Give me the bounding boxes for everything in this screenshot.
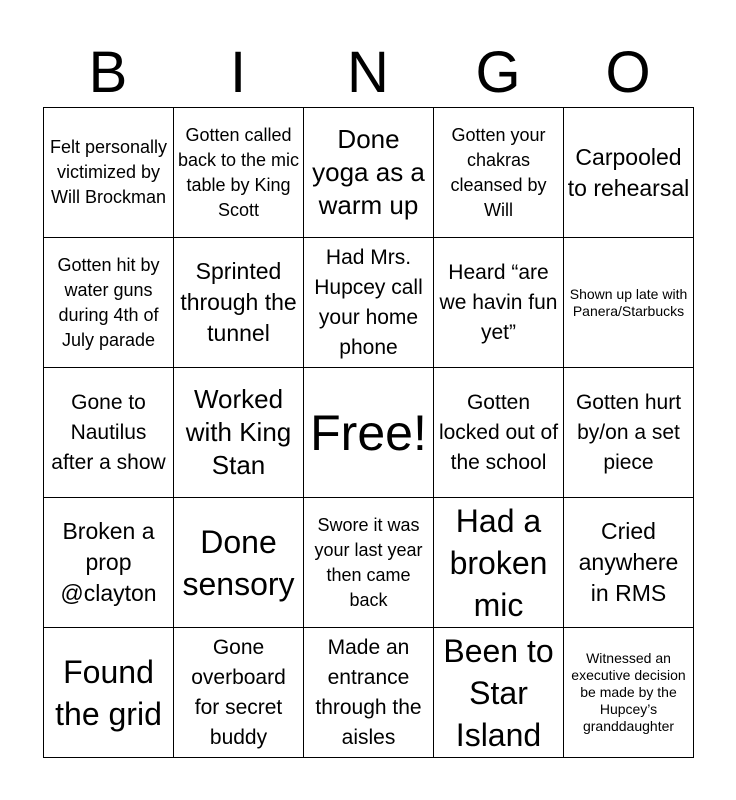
bingo-cell-r4c4[interactable]: Had a broken mic: [434, 498, 564, 628]
bingo-cell-r2c3[interactable]: Had Mrs. Hupcey call your home phone: [304, 238, 434, 368]
bingo-cell-r4c1[interactable]: Broken a prop @clayton: [44, 498, 174, 628]
bingo-cell-r4c5[interactable]: Cried anywhere in RMS: [564, 498, 694, 628]
bingo-cell-r5c1[interactable]: Found the grid: [44, 628, 174, 758]
bingo-cell-r4c2[interactable]: Done sensory: [174, 498, 304, 628]
bingo-grid: [43, 107, 694, 758]
bingo-cell-r5c5[interactable]: Witnessed an executive decision be made by the Hupcey’s granddaughter: [564, 628, 694, 758]
bingo-cell-r2c1[interactable]: Gotten hit by water guns during 4th of July parade: [44, 238, 174, 368]
header-letter-o: O: [605, 40, 651, 105]
bingo-cell-r1c4[interactable]: Gotten your chakras cleansed by Will: [434, 108, 564, 238]
bingo-cell-r3c5[interactable]: Gotten hurt by/on a set piece: [564, 368, 694, 498]
bingo-cell-r5c2[interactable]: Gone overboard for secret buddy: [174, 628, 304, 758]
bingo-cell-r5c4[interactable]: Been to Star Island: [434, 628, 564, 758]
bingo-cell-r2c5[interactable]: Shown up late with Panera/Starbucks: [564, 238, 694, 368]
header-letter-b: B: [88, 40, 128, 105]
bingo-header: [43, 38, 693, 108]
header-letter-g: G: [475, 40, 521, 105]
bingo-cell-r1c5[interactable]: Carpooled to rehearsal: [564, 108, 694, 238]
bingo-cell-r5c3[interactable]: Made an entrance through the aisles: [304, 628, 434, 758]
bingo-cell-r3c1[interactable]: Gone to Nautilus after a show: [44, 368, 174, 498]
bingo-cell-r1c3[interactable]: Done yoga as a warm up: [304, 108, 434, 238]
bingo-cell-r3c2[interactable]: Worked with King Stan: [174, 368, 304, 498]
header-letter-i: I: [229, 40, 247, 105]
header-letter-n: N: [347, 40, 389, 105]
bingo-cell-r4c3[interactable]: Swore it was your last year then came back: [304, 498, 434, 628]
bingo-cell-r2c4[interactable]: Heard “are we havin fun yet”: [434, 238, 564, 368]
bingo-cell-r1c1[interactable]: Felt personally victimized by Will Brockman: [44, 108, 174, 238]
bingo-cell-r3c4[interactable]: Gotten locked out of the school: [434, 368, 564, 498]
bingo-cell-r2c2[interactable]: Sprinted through the tunnel: [174, 238, 304, 368]
bingo-cell-free[interactable]: Free!: [304, 368, 434, 498]
bingo-cell-r1c2[interactable]: Gotten called back to the mic table by King Scott: [174, 108, 304, 238]
